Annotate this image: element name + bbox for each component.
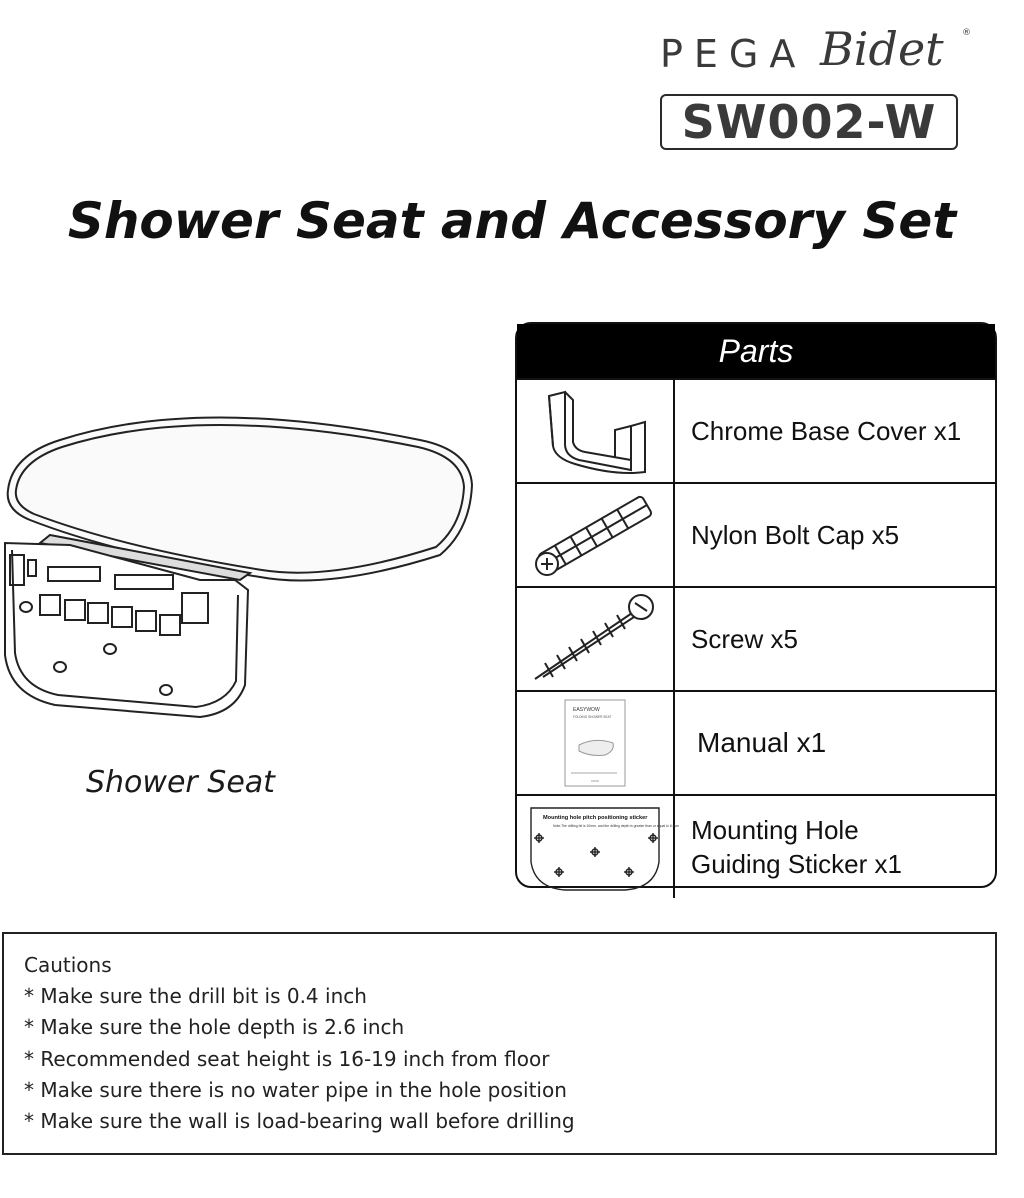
parts-table: [515, 322, 997, 888]
sticker-title: Mounting hole pitch positioning sticker: [543, 815, 648, 821]
model-number: SW002-W: [660, 94, 958, 150]
bolt-cap-icon: [517, 484, 675, 586]
parts-row: [517, 690, 995, 794]
screw-icon: [517, 588, 675, 690]
part-label: Manual x1: [697, 727, 827, 758]
manual-subtitle: FOLDING SHOWER SEAT: [573, 715, 612, 719]
caution-item: * Make sure the wall is load-bearing wall before drilling: [24, 1109, 575, 1134]
parts-row: [517, 586, 995, 690]
parts-row: [517, 482, 995, 586]
sticker-icon: [517, 796, 680, 898]
seat-caption: Shower Seat: [86, 765, 275, 800]
cautions-heading: Cautions: [24, 953, 112, 977]
part-label: Chrome Base Cover x1: [691, 416, 962, 446]
brand-script: Bidet: [820, 22, 944, 76]
caution-item: * Recommended seat height is 16-19 inch from floor: [24, 1046, 550, 1071]
sticker-note: Note:The drilling bit is 10mm, and the drilling depth is greater than or equal to 6.5cm: [553, 824, 680, 828]
cautions-box: [2, 932, 997, 1155]
parts-heading: Parts: [517, 324, 995, 378]
caution-item: * Make sure the hole depth is 2.6 inch: [24, 1015, 405, 1040]
manual-brand: EASYWOW: [573, 707, 600, 713]
caution-item: * Make sure there is no water pipe in the hole position: [24, 1077, 567, 1102]
parts-row: [517, 794, 995, 898]
parts-row: [517, 378, 995, 482]
brand-name: PEGA: [660, 32, 807, 76]
part-label: Nylon Bolt Cap x5: [691, 520, 900, 550]
registered-mark: ®: [962, 28, 971, 38]
manual-icon: [517, 692, 675, 794]
page-title: Shower Seat and Accessory Set: [67, 192, 957, 250]
part-label: Screw x5: [691, 624, 798, 654]
caution-item: * Make sure the drill bit is 0.4 inch: [24, 984, 367, 1009]
base-cover-icon: [517, 380, 675, 482]
part-label: Mounting Hole Guiding Sticker x1: [691, 815, 902, 879]
brand-logo: [660, 22, 980, 88]
shower-seat-illustration: [0, 395, 480, 725]
